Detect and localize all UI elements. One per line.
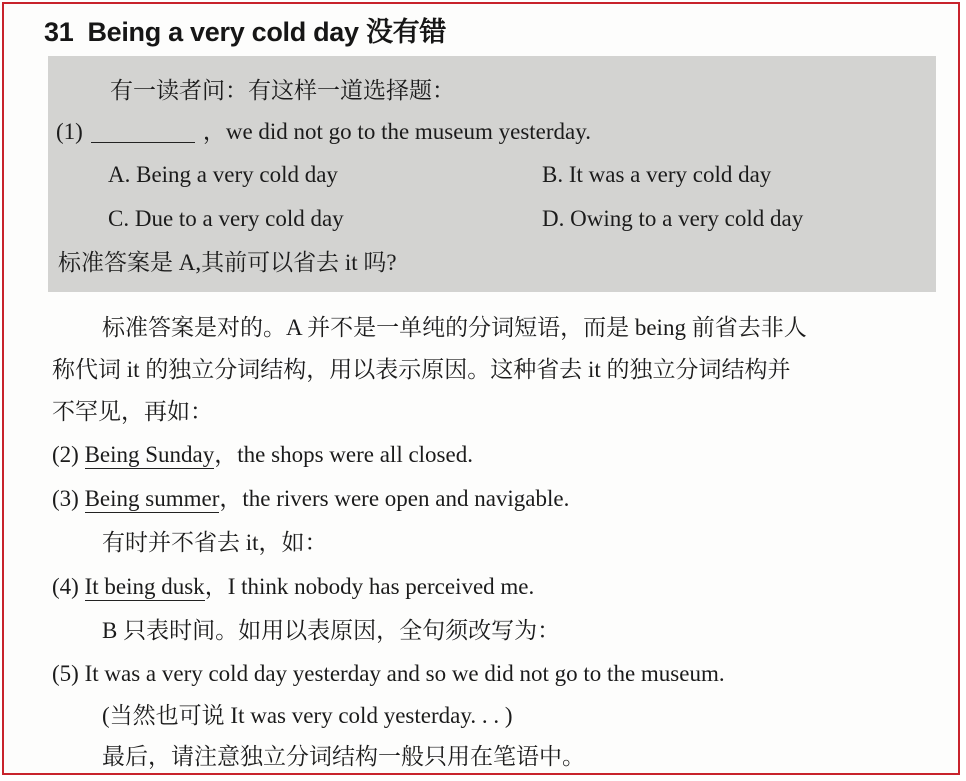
section-heading xyxy=(44,10,446,49)
answer-blank xyxy=(91,120,195,143)
example-label: (4) xyxy=(52,574,79,599)
example-label: (3) xyxy=(52,486,79,511)
question-item xyxy=(56,117,591,147)
paragraph-3: B 只表时间。如用以表原因，全句须改写为： xyxy=(102,618,561,643)
underlined-phrase: It being dusk xyxy=(84,574,205,599)
answer-paragraph-line-1: 标准答案是对的。A 并不是一单纯的分词短语，而是 being 前省去非人 xyxy=(102,315,807,340)
example-5 xyxy=(52,659,725,689)
example-2 xyxy=(52,440,473,470)
item-label: (1) xyxy=(56,119,83,144)
paragraph-2: 有时并不省去 it，如： xyxy=(102,530,328,555)
answer-paragraph-line-2: 称代词 it 的独立分词结构，用以表示原因。这种省去 it 的独立分词结构并 xyxy=(52,357,791,382)
question-intro: 有一读者问：有这样一道选择题： xyxy=(110,78,455,103)
paragraph-4: 最后，请注意独立分词结构一般只用在笔语中。 xyxy=(102,744,585,769)
section-title: Being a very cold day 没有错 xyxy=(87,17,447,47)
section-number: 31 xyxy=(44,17,74,47)
document-page xyxy=(2,2,960,775)
underlined-phrase: Being summer xyxy=(84,486,220,511)
option-a: A. Being a very cold day xyxy=(108,162,338,187)
example-4 xyxy=(52,572,534,602)
example-label: (2) xyxy=(52,442,79,467)
item-text: ，we did not go to the museum yesterday. xyxy=(202,119,591,144)
example-text: It was a very cold day yesterday and so we did not go to the museum. xyxy=(84,661,725,686)
example-5-note: (当然也可说 It was very cold yesterday. . . ) xyxy=(102,703,513,728)
example-label: (5) xyxy=(52,661,79,686)
example-3 xyxy=(52,484,569,514)
question-ask: 标准答案是 A,其前可以省去 it 吗? xyxy=(58,250,397,275)
option-b: B. It was a very cold day xyxy=(542,162,772,187)
example-text: ，the shops were all closed. xyxy=(214,442,473,467)
underlined-phrase: Being Sunday xyxy=(84,442,215,467)
example-text: ，the rivers were open and navigable. xyxy=(219,486,570,511)
answer-paragraph-line-3: 不罕见，再如： xyxy=(52,399,213,424)
option-d: D. Owing to a very cold day xyxy=(542,206,804,231)
option-c: C. Due to a very cold day xyxy=(108,206,344,231)
example-text: ，I think nobody has perceived me. xyxy=(204,574,535,599)
